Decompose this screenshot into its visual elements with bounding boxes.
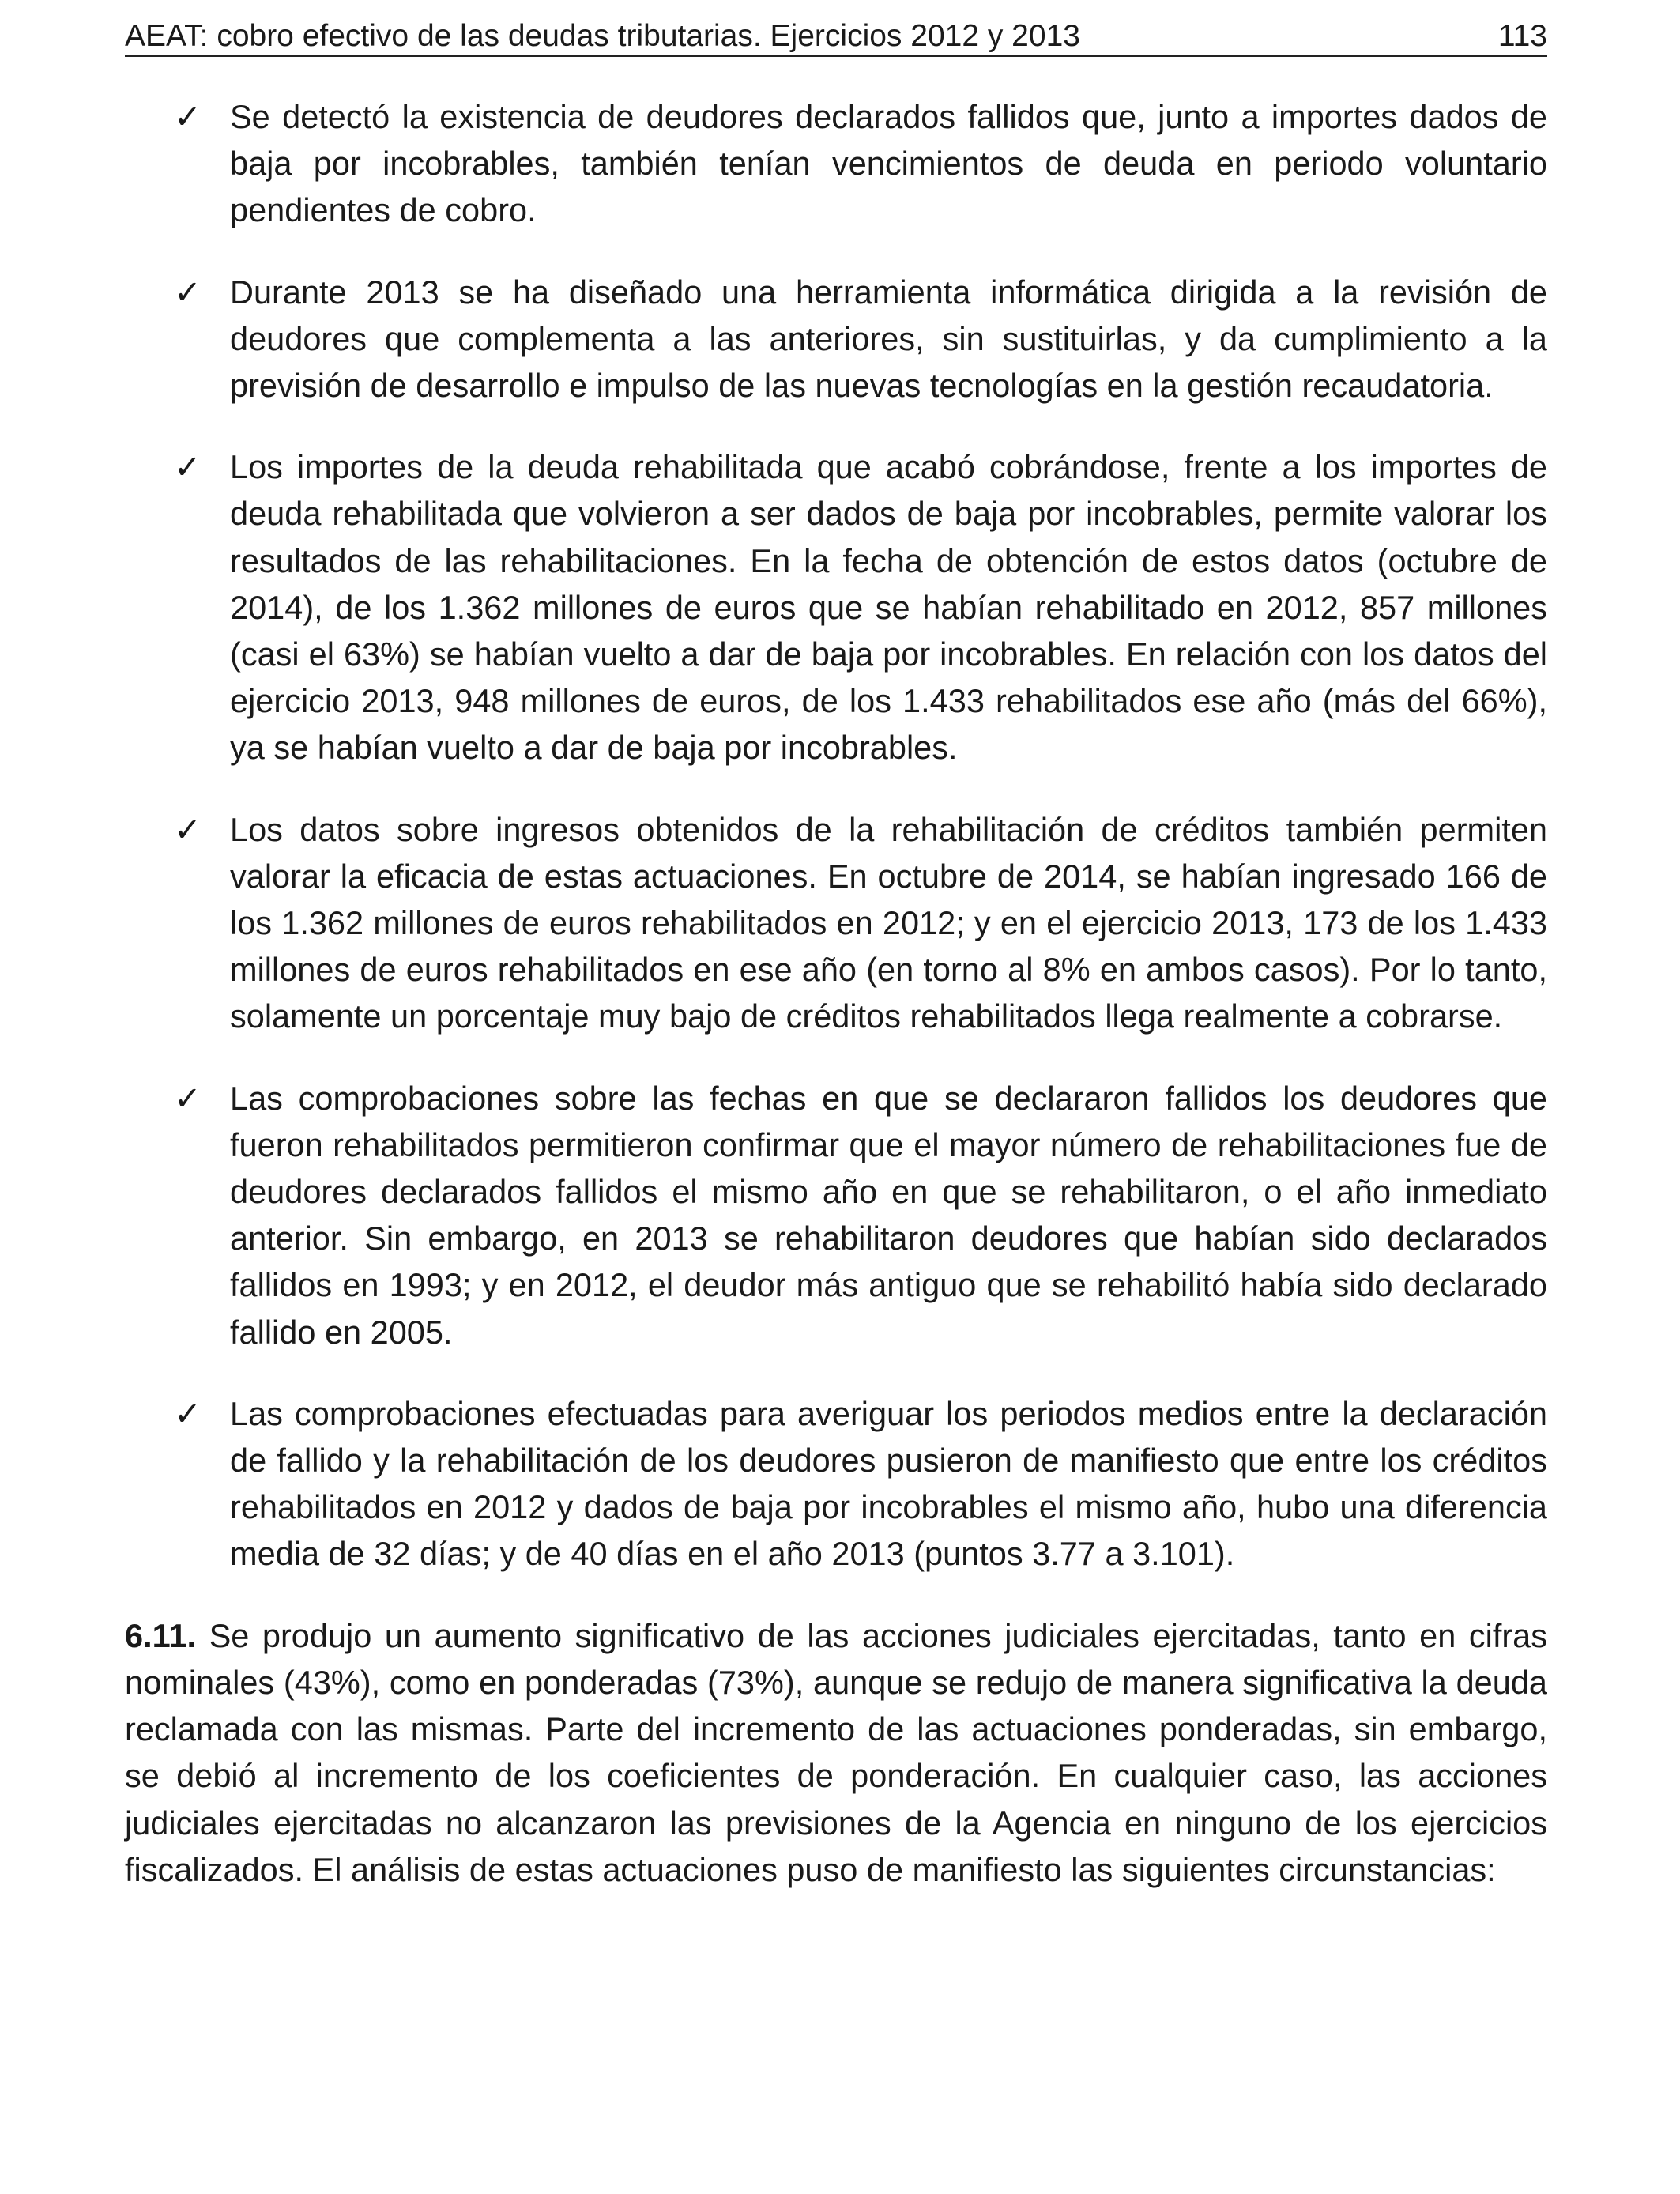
- section-text: Se produjo un aumento significativo de las acciones judiciales ejercitadas, tanto en cifras nominales (43%), como en ponderadas (73%), aunque se redujo de manera significativa la deuda reclamada con las mismas. Parte del incremento de las actuaciones ponderadas, sin embargo, se debió al incremento de los coeficientes de ponderación. En cualquier caso, las acciones judiciales ejercitadas no alcanzaron las previsiones de la Agencia en ninguno de los ejercicios fiscalizados. El análisis de estas actuaciones puso de manifiesto las siguientes circunstancias:: [125, 1616, 1547, 1888]
- checklist-item: [125, 443, 1547, 771]
- check-icon: ✓: [174, 1394, 202, 1432]
- checklist-item-text: Se detectó la existencia de deudores declarados fallidos que, junto a importes dados de baja por incobrables, también tenían vencimientos de deuda en periodo voluntario pendientes de cobro.: [230, 98, 1547, 229]
- section-number: 6.11.: [125, 1616, 197, 1654]
- checklist-item: [125, 1075, 1547, 1355]
- checklist-item: [125, 93, 1547, 234]
- header-title: AEAT: cobro efectivo de las deudas tributarias. Ejercicios 2012 y 2013: [125, 19, 1080, 53]
- check-icon: ✓: [174, 273, 202, 311]
- checklist-item-text: Los importes de la deuda rehabilitada que acabó cobrándose, frente a los importes de deuda rehabilitada que volvieron a ser dados de baja por incobrables, permite valorar los resultados de las rehabilitaciones. En la fecha de obtención de estos datos (octubre de 2014), de los 1.362 millones de euros que se habían rehabilitado en 2012, 857 millones (casi el 63%) se habían vuelto a dar de baja por incobrables. En relación con los datos del ejercicio 2013, 948 millones de euros, de los 1.433 rehabilitados ese año (más del 66%), ya se habían vuelto a dar de baja por incobrables.: [230, 448, 1547, 767]
- check-icon: ✓: [174, 1079, 202, 1117]
- checklist-item-text: Las comprobaciones sobre las fechas en que se declararon fallidos los deudores que fueron rehabilitados permitieron confirmar que el mayor número de rehabilitaciones fue de deudores declarados fallidos el mismo año en que se rehabilitaron, o el año inmediato anterior. Sin embargo, en 2013 se rehabilitaron deudores que habían sido declarados fallidos en 1993; y en 2012, el deudor más antiguo que se rehabilitó había sido declarado fallido en 2005.: [230, 1079, 1547, 1351]
- checklist-item: [125, 269, 1547, 409]
- check-icon: ✓: [174, 448, 202, 486]
- checklist-item-text: Las comprobaciones efectuadas para averiguar los periodos medios entre la declaración de fallido y la rehabilitación de los deudores pusieron de manifiesto que entre los créditos rehabilitados en 2012 y dados de baja por incobrables el mismo año, hubo una diferencia media de 32 días; y de 40 días en el año 2013 (puntos 3.77 a 3.101).: [230, 1394, 1547, 1573]
- page-number: 113: [1497, 19, 1547, 53]
- check-icon: ✓: [174, 810, 202, 848]
- checklist-item: [125, 1390, 1547, 1578]
- page-header: [125, 17, 1547, 57]
- check-icon: ✓: [174, 98, 202, 135]
- checklist-item: [125, 806, 1547, 1040]
- section-paragraph: [125, 1612, 1547, 1893]
- page-content: [125, 93, 1547, 1893]
- checklist-item-text: Durante 2013 se ha diseñado una herramienta informática dirigida a la revisión de deudores que complementa a las anteriores, sin sustituirlas, y da cumplimiento a la previsión de desarrollo e impulso de las nuevas tecnologías en la gestión recaudatoria.: [230, 273, 1547, 405]
- checklist-item-text: Los datos sobre ingresos obtenidos de la rehabilitación de créditos también permiten valorar la eficacia de estas actuaciones. En octubre de 2014, se habían ingresado 166 de los 1.362 millones de euros rehabilitados en 2012; y en el ejercicio 2013, 173 de los 1.433 millones de euros rehabilitados en ese año (en torno al 8% en ambos casos). Por lo tanto, solamente un porcentaje muy bajo de créditos rehabilitados llega realmente a cobrarse.: [230, 810, 1547, 1035]
